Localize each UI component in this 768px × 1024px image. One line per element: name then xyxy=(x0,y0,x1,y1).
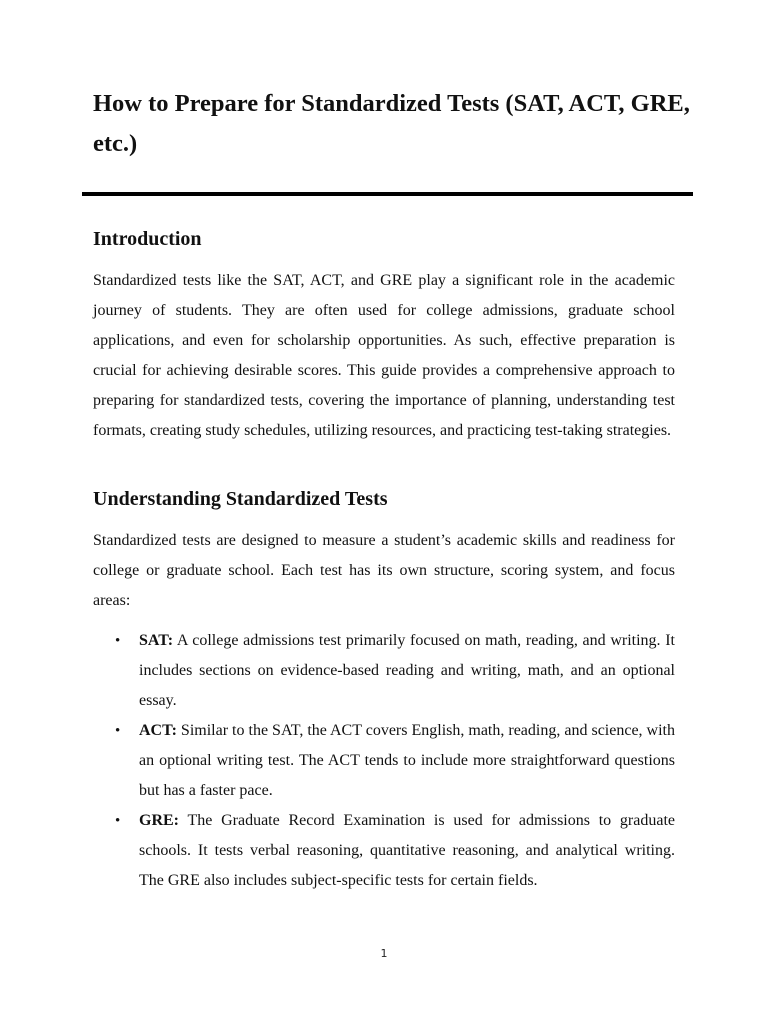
section-heading-introduction: Introduction xyxy=(93,228,202,250)
bullet-icon: • xyxy=(115,723,121,739)
introduction-paragraph: Standardized tests like the SAT, ACT, and GRE play a significant role in the academic journey of students. They are often used for college admissions, graduate school applications, and even for scholarship opportunities. As such, effective preparation is crucial for achieving desirable scores. This guide provides a comprehensive approach to preparing for standardized tests, covering the importance of planning, understanding test formats, creating study schedules, utilizing resources, and practicing test-taking strategies. xyxy=(93,272,675,439)
test-list xyxy=(93,626,675,896)
list-item-sat xyxy=(93,626,675,716)
list-item-term: ACT: xyxy=(139,722,177,739)
section-heading-understanding: Understanding Standardized Tests xyxy=(93,488,388,510)
bullet-icon: • xyxy=(115,633,121,649)
list-item-act xyxy=(93,716,675,806)
understanding-paragraph: Standardized tests are designed to measure a student’s academic skills and readiness for college or graduate school. Each test has its own structure, scoring system, and focus areas: xyxy=(93,532,675,609)
list-item-term: GRE: xyxy=(139,812,179,829)
list-item-term: SAT: xyxy=(139,632,174,649)
list-item-text: The Graduate Record Examination is used for admissions to graduate schools. It tests verbal reasoning, quantitative reasoning, and analytical writing. The GRE also includes subject-specific tests for certain fields. xyxy=(139,812,675,889)
list-item-text: A college admissions test primarily focused on math, reading, and writing. It includes sections on evidence-based reading and writing, math, and an optional essay. xyxy=(139,632,675,709)
list-item-text: Similar to the SAT, the ACT covers English, math, reading, and science, with an optional writing test. The ACT tends to include more straightforward questions but has a faster pace. xyxy=(139,722,675,799)
document-title: How to Prepare for Standardized Tests (SAT, ACT, GRE, etc.) xyxy=(93,90,690,157)
list-item-gre xyxy=(93,806,675,896)
page-number: 1 xyxy=(380,947,388,960)
title-divider xyxy=(82,192,693,196)
bullet-icon: • xyxy=(115,813,121,829)
